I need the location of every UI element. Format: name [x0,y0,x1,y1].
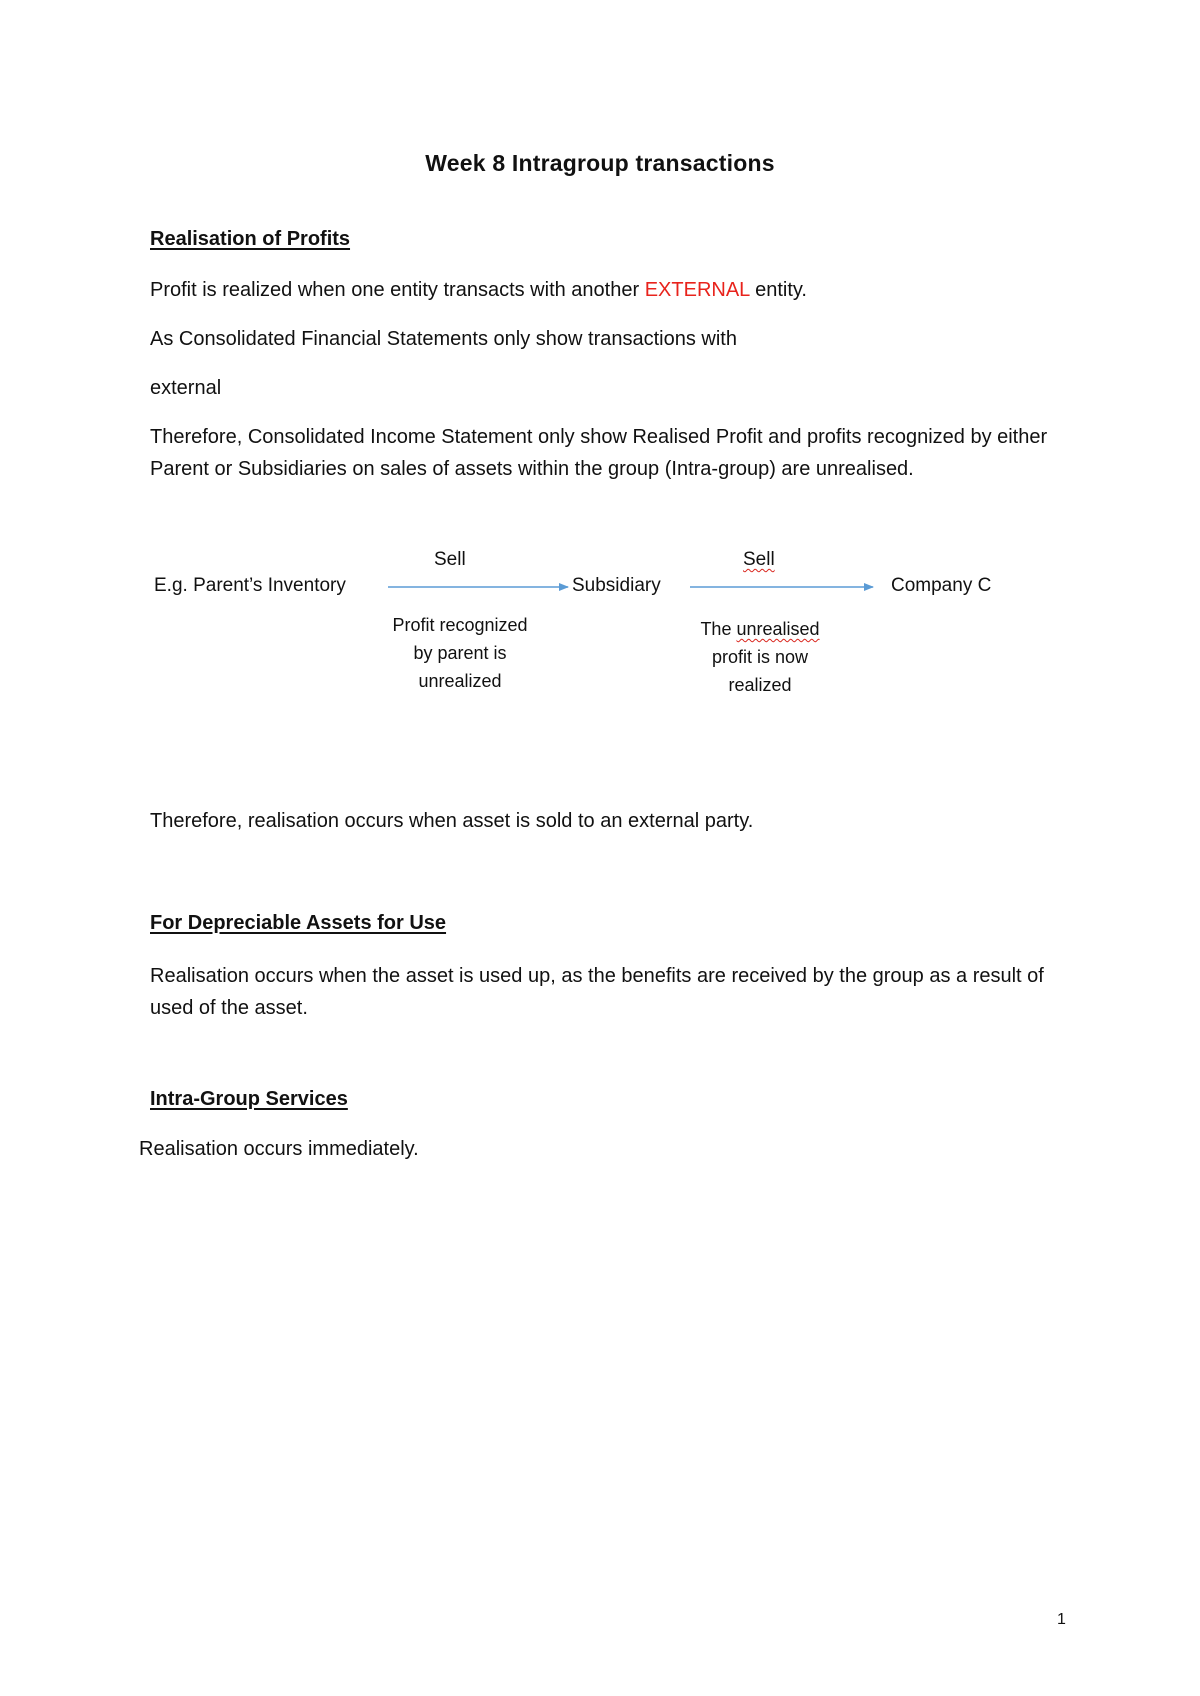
caption-rest: profit is now realized [711,647,809,695]
paragraph-consolidated-line2: external [150,377,222,399]
paragraph-consolidated-line1: As Consolidated Financial Statements only show transactions with [150,328,737,350]
page-number: 1 [1057,1611,1066,1628]
arrow2-label-text: Sell [743,549,775,570]
diagram-middle-label: Subsidiary [572,575,661,596]
paragraph-conclusion: Therefore, realisation occurs when asset is sold to an external party. [150,810,754,832]
section-heading-realisation: Realisation of Profits [150,228,351,250]
paragraph-text: entity. [749,279,807,301]
arrow1-label: Sell [434,549,466,570]
paragraph-depreciable: Realisation occurs when the asset is used up, as the benefits are received by the group as a result of used of the asset. [150,965,1044,1019]
paragraph-services: Realisation occurs immediately. [139,1138,419,1160]
paragraph-text: Profit is realized when one entity transacts with another [150,279,645,301]
diagram-end-label: Company C [891,575,992,596]
page-title: Week 8 Intragroup transactions [425,150,775,176]
paragraph-income-statement: Therefore, Consolidated Income Statement only show Realised Profit and profits recognized by either Parent or Subsidiaries on sales of assets within the group (Intra-group) are unrealised. [150,426,1048,480]
section-heading-depreciable: For Depreciable Assets for Use [150,912,447,934]
caption-word-unrealised: unrealised [736,619,820,639]
diagram-start-label: E.g. Parent’s Inventory [154,575,346,596]
caption-parent-unrealized: Profit recognized by parent is unrealized [392,615,528,691]
arrow2-label [743,549,775,571]
caption-now-realized [680,615,840,699]
section-heading-services: Intra-Group Services [150,1088,348,1110]
external-highlight: EXTERNAL [644,279,750,301]
caption-word: The [700,619,732,639]
